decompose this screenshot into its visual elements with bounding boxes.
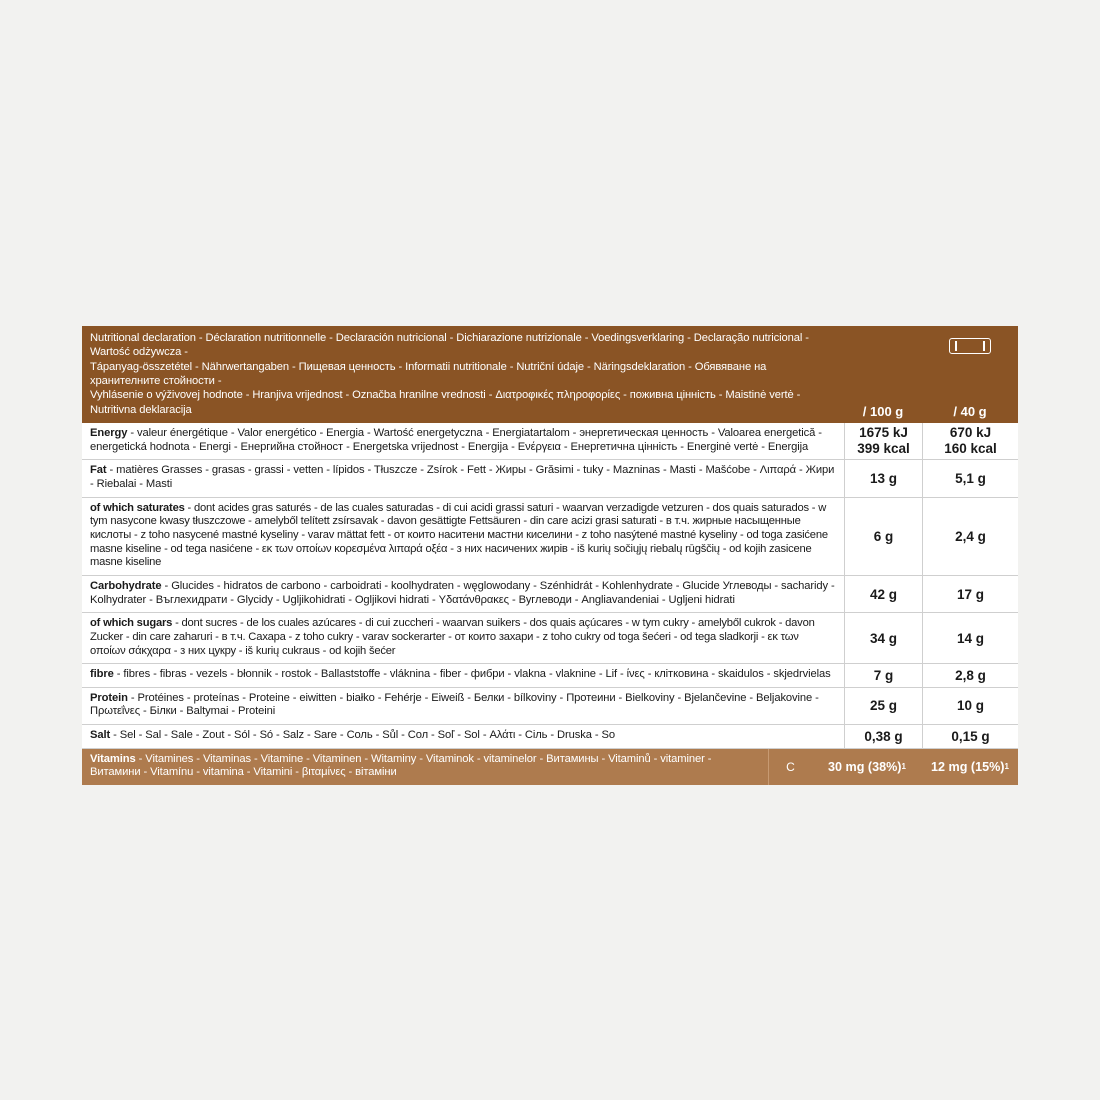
vitamins-100g-footnote-marker: 1: [901, 762, 906, 772]
table-row: [82, 613, 1018, 664]
row-value-carbohydrate-per-100g: 42 g: [844, 576, 922, 612]
row-label-saturates: of which saturates - dont acides gras saturés - de las cuales saturadas - di cui acidi grassi saturi - waarvan verzadigde vetzuren - dos quais saturados - w tym nasycone kwasy tłuszczowe - amelyből telített zsírsavak - davon gesättigte Fettsäuren - din care acizi grasi saturati - в т.ч. жирные насыщенные кислоты - z toho nasycené mastné kyseliny - varav mättat fett - от които наситени мастни киселини - z toho nasýtené mastné kyseliny - od toga zasićene masne kiseline - od tega nasićene - εκ των οποίων κορεσμένα λιπαρά οξέα - з них насичених жирів - iš kurių sočiųjų riebalų rūgščių - od kojih zasicene masne kiseline: [90, 501, 828, 569]
column-header-per-100g-label: / 100 g: [862, 403, 904, 419]
row-value-sugars-per-100g: 34 g: [844, 613, 922, 663]
column-header-per-serving-label: / 40 g: [953, 403, 987, 419]
header-title-line-3: Vyhlásenie o výživovej hodnote - Hranjiva vrijednost - Označba hranilne vrednosti - Διατροφικές πληροφορίες - поживна цінність - Maistinė vertė - Nutritivna deklaracija: [90, 389, 801, 416]
table-row: [82, 498, 1018, 576]
row-value-fibre-per-100g: 7 g: [844, 664, 922, 687]
nutrition-declaration-panel: [82, 326, 1018, 785]
row-value-sugars-per-serving: 14 g: [922, 613, 1018, 663]
energy-kcal-serving: 160 kcal: [944, 441, 997, 457]
table-row: [82, 576, 1018, 613]
row-label-carbohydrate: Carbohydrate - Glucides - hidratos de carbono - carboidrati - koolhydraten - węglowodany - Szénhidrát - Kohlenhydrate - Glucide Углеводы - sacharidy - Kolhydrater - Въглехидрати - Glycidy - Ugljikohidrati - Ogljikovi hidrati - Υδατάνθρακες - Вуглеводи - Angliavandeniai - Ugljeni hidrati: [90, 579, 835, 606]
row-value-protein-per-serving: 10 g: [922, 688, 1018, 724]
table-row: [82, 688, 1018, 725]
row-label-sugars: of which sugars - dont sucres - de los cuales azúcares - di cui zuccheri - waarvan suikers - dos quais açúcares - w tym cukry - amelyből cukrok - davon Zucker - din care zaharuri - в т.ч. Сахара - z toho cukry - varav sockerarter - от които захари - z toho cukry od toga šećeri - od tega sladkorji - εκ των οποίων σάκχαρα - з них цукру - iš kurių cukraus - od kojih šećer: [90, 617, 815, 657]
energy-kcal-100g: 399 kcal: [857, 441, 910, 457]
table-row: [82, 664, 1018, 688]
row-label-protein: Protein - Protéines - proteínas - Proteine - eiwitten - białko - Fehérje - Eiweiß - Белки - bílkoviny - Протеини - Bielkoviny - Bjelančevine - Beljakovine - Πρωτεΐνες - Білки - Baltymai - Proteini: [90, 691, 819, 718]
row-value-vitamins-per-100g: [812, 749, 922, 785]
column-header-per-100g: [844, 326, 922, 423]
table-row: [82, 725, 1018, 749]
table-row: [82, 460, 1018, 497]
row-value-fat-per-serving: 5,1 g: [922, 460, 1018, 496]
row-value-carbohydrate-per-serving: 17 g: [922, 576, 1018, 612]
row-label-vitamins: Vitamins - Vitamines - Vitaminas - Vitamine - Vitaminen - Witaminy - Vitaminok - vitaminelor - Витамины - Vitaminů - vitaminer - Витамини - Vitamínu - vitamina - Vitamini - βιταμίνες - вітаміни: [90, 752, 712, 779]
header-title-line-1: Nutritional declaration - Déclaration nutritionnelle - Declaración nutricional - Dichiarazione nutrizionale - Voedingsverklaring - Declaração nutricional - Wartość odżywcza -: [90, 332, 809, 359]
row-value-saturates-per-serving: 2,4 g: [922, 498, 1018, 575]
row-value-fat-per-100g: 13 g: [844, 460, 922, 496]
panel-header-title: [82, 326, 844, 423]
row-label-fat: Fat - matières Grasses - grasas - grassi - vetten - lípidos - Tłuszcze - Zsírok - Fett - Жиры - Grăsimi - tuky - Mazninas - Masti - Mašćobe - Λιπαρά - Жири - Riebalai - Masti: [90, 464, 835, 490]
row-label-energy: Energy - valeur énergétique - Valor energético - Energia - Wartość energetyczna - Energiatartalom - энергетическая ценность - Valoarea energetică - energetická hodnota - Energi - Енергийна стойност - Energetska vrijednost - Energija - Ενέργεια - Енергетична цінність - Energinė vertė - Energija: [90, 426, 822, 453]
cereal-bar-icon: [949, 338, 991, 354]
energy-kj-100g: 1675 kJ: [859, 425, 908, 441]
vitamins-serving-footnote-marker: 1: [1004, 762, 1009, 772]
header-title-line-2: Tápanyag-összetétel - Nährwertangaben - Пищевая ценность - Informatii nutritionale - Nutriční údaje - Näringsdeklaration - Обявяване на хранителните стойности -: [90, 360, 767, 387]
row-value-vitamins-per-serving: [922, 749, 1018, 785]
vitamins-100g-value: 30 mg (38%): [828, 759, 902, 774]
column-header-per-serving: [922, 326, 1018, 423]
row-value-fibre-per-serving: 2,8 g: [922, 664, 1018, 687]
row-value-energy-per-serving: [922, 423, 1018, 459]
row-value-salt-per-100g: 0,38 g: [844, 725, 922, 748]
table-row: [82, 423, 1018, 460]
vitamins-serving-value: 12 mg (15%): [931, 759, 1005, 774]
row-value-salt-per-serving: 0,15 g: [922, 725, 1018, 748]
row-label-salt: Salt - Sel - Sal - Sale - Zout - Sól - Só - Salz - Sare - Соль - Sůl - Сол - Soľ - Sol - Αλάτι - Сіль - Druska - So: [90, 729, 615, 742]
row-value-protein-per-100g: 25 g: [844, 688, 922, 724]
energy-kj-serving: 670 kJ: [949, 425, 992, 441]
row-value-energy-per-100g: [844, 423, 922, 459]
row-label-fibre: fibre - fibres - fibras - vezels - błonnik - rostok - Ballaststoffe - vláknina - fiber - фибри - vlakna - vlaknine - Lif - ίνες - клітковина - skaidulos - skjedrvielas: [90, 668, 831, 681]
vitamin-letter: C: [768, 749, 812, 785]
table-row-vitamins: [82, 749, 1018, 785]
row-value-saturates-per-100g: 6 g: [844, 498, 922, 575]
panel-header: [82, 326, 1018, 423]
